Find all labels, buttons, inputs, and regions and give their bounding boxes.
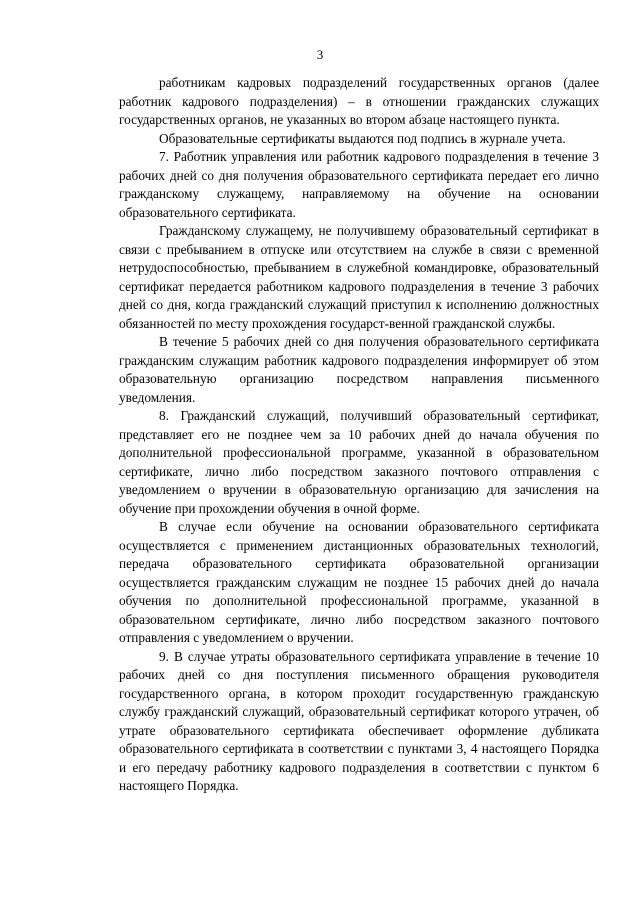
paragraph-absent-employee: Гражданскому служащему, не получившему образовательный сертификат в связи с пребыванием в отпуске или отсутствием на службе в связи с временной нетрудоспособностью, пребыванием в служебной командировке, образовательный сертификат передается работником кадрового подразделения в течение 3 рабочих дней со дня, когда гражданский служащий приступил к исполнению должностных обязанностей по месту прохождения государст-венной гражданской службы. (119, 223, 599, 331)
paragraph-continuation: работникам кадровых подразделений государственных органов (далее работник кадрового подразделения) – в отношении гражданских служащих государственных органов, не указанных во втором абзаце настоящего пункта. (119, 75, 599, 127)
paragraph-notification: В течение 5 рабочих дней со дня получения образовательного сертификата гражданским служащим работник кадрового подразделения информирует об этом образовательную организацию посредством направления письменного уведомления. (119, 334, 599, 405)
paragraph-item-9: 9. В случае утраты образовательного сертификата управление в течение 10 рабочих дней со дня поступления письменного обращения руководителя государственного органа, в котором проходит государственную гражданскую службу гражданский служащий, образовательный сертификат которого утрачен, об утрате образовательного сертификата обеспечивает оформление дубликата образовательного сертификата в соответствии с пунктами 3, 4 настоящего Порядка и его передачу работнику кадрового подразделения в соответствии с пунктом 6 настоящего Порядка. (119, 648, 599, 793)
paragraph-item-8: 8. Гражданский служащий, получивший образовательный сертификат, представляет его не позднее чем за 10 рабочих дней до начала обучения по дополнительной профессиональной программе, указанной в образовательном сертификате, лично либо посредством заказного почтового отправления с уведомлением о вручении в образовательную организацию для зачисления на обучение при прохождении обучения в очной форме. (119, 408, 599, 516)
document-body (119, 74, 599, 796)
page-number: 3 (316, 47, 324, 62)
paragraph-certificates-journal: Образовательные сертификаты выдаются под подпись в журнале учета. (159, 130, 566, 146)
paragraph-distance-learning: В случае если обучение на основании образовательного сертификата осуществляется с применением дистанционных образовательных технологий, передача образовательного сертификата образовательной организации осуществляется гражданским служащим не позднее 15 рабочих дней до начала обучения по дополнительной профессиональной программе, указанной в образовательном сертификате, лично либо посредством заказного почтового отправления с уведомлением о вручении. (119, 519, 599, 645)
paragraph-item-7: 7. Работник управления или работник кадрового подразделения в течение 3 рабочих дней со дня получения образовательного сертификата передает его лично гражданскому служащему, направляемому на обучение на основании образовательного сертификата. (119, 149, 599, 220)
